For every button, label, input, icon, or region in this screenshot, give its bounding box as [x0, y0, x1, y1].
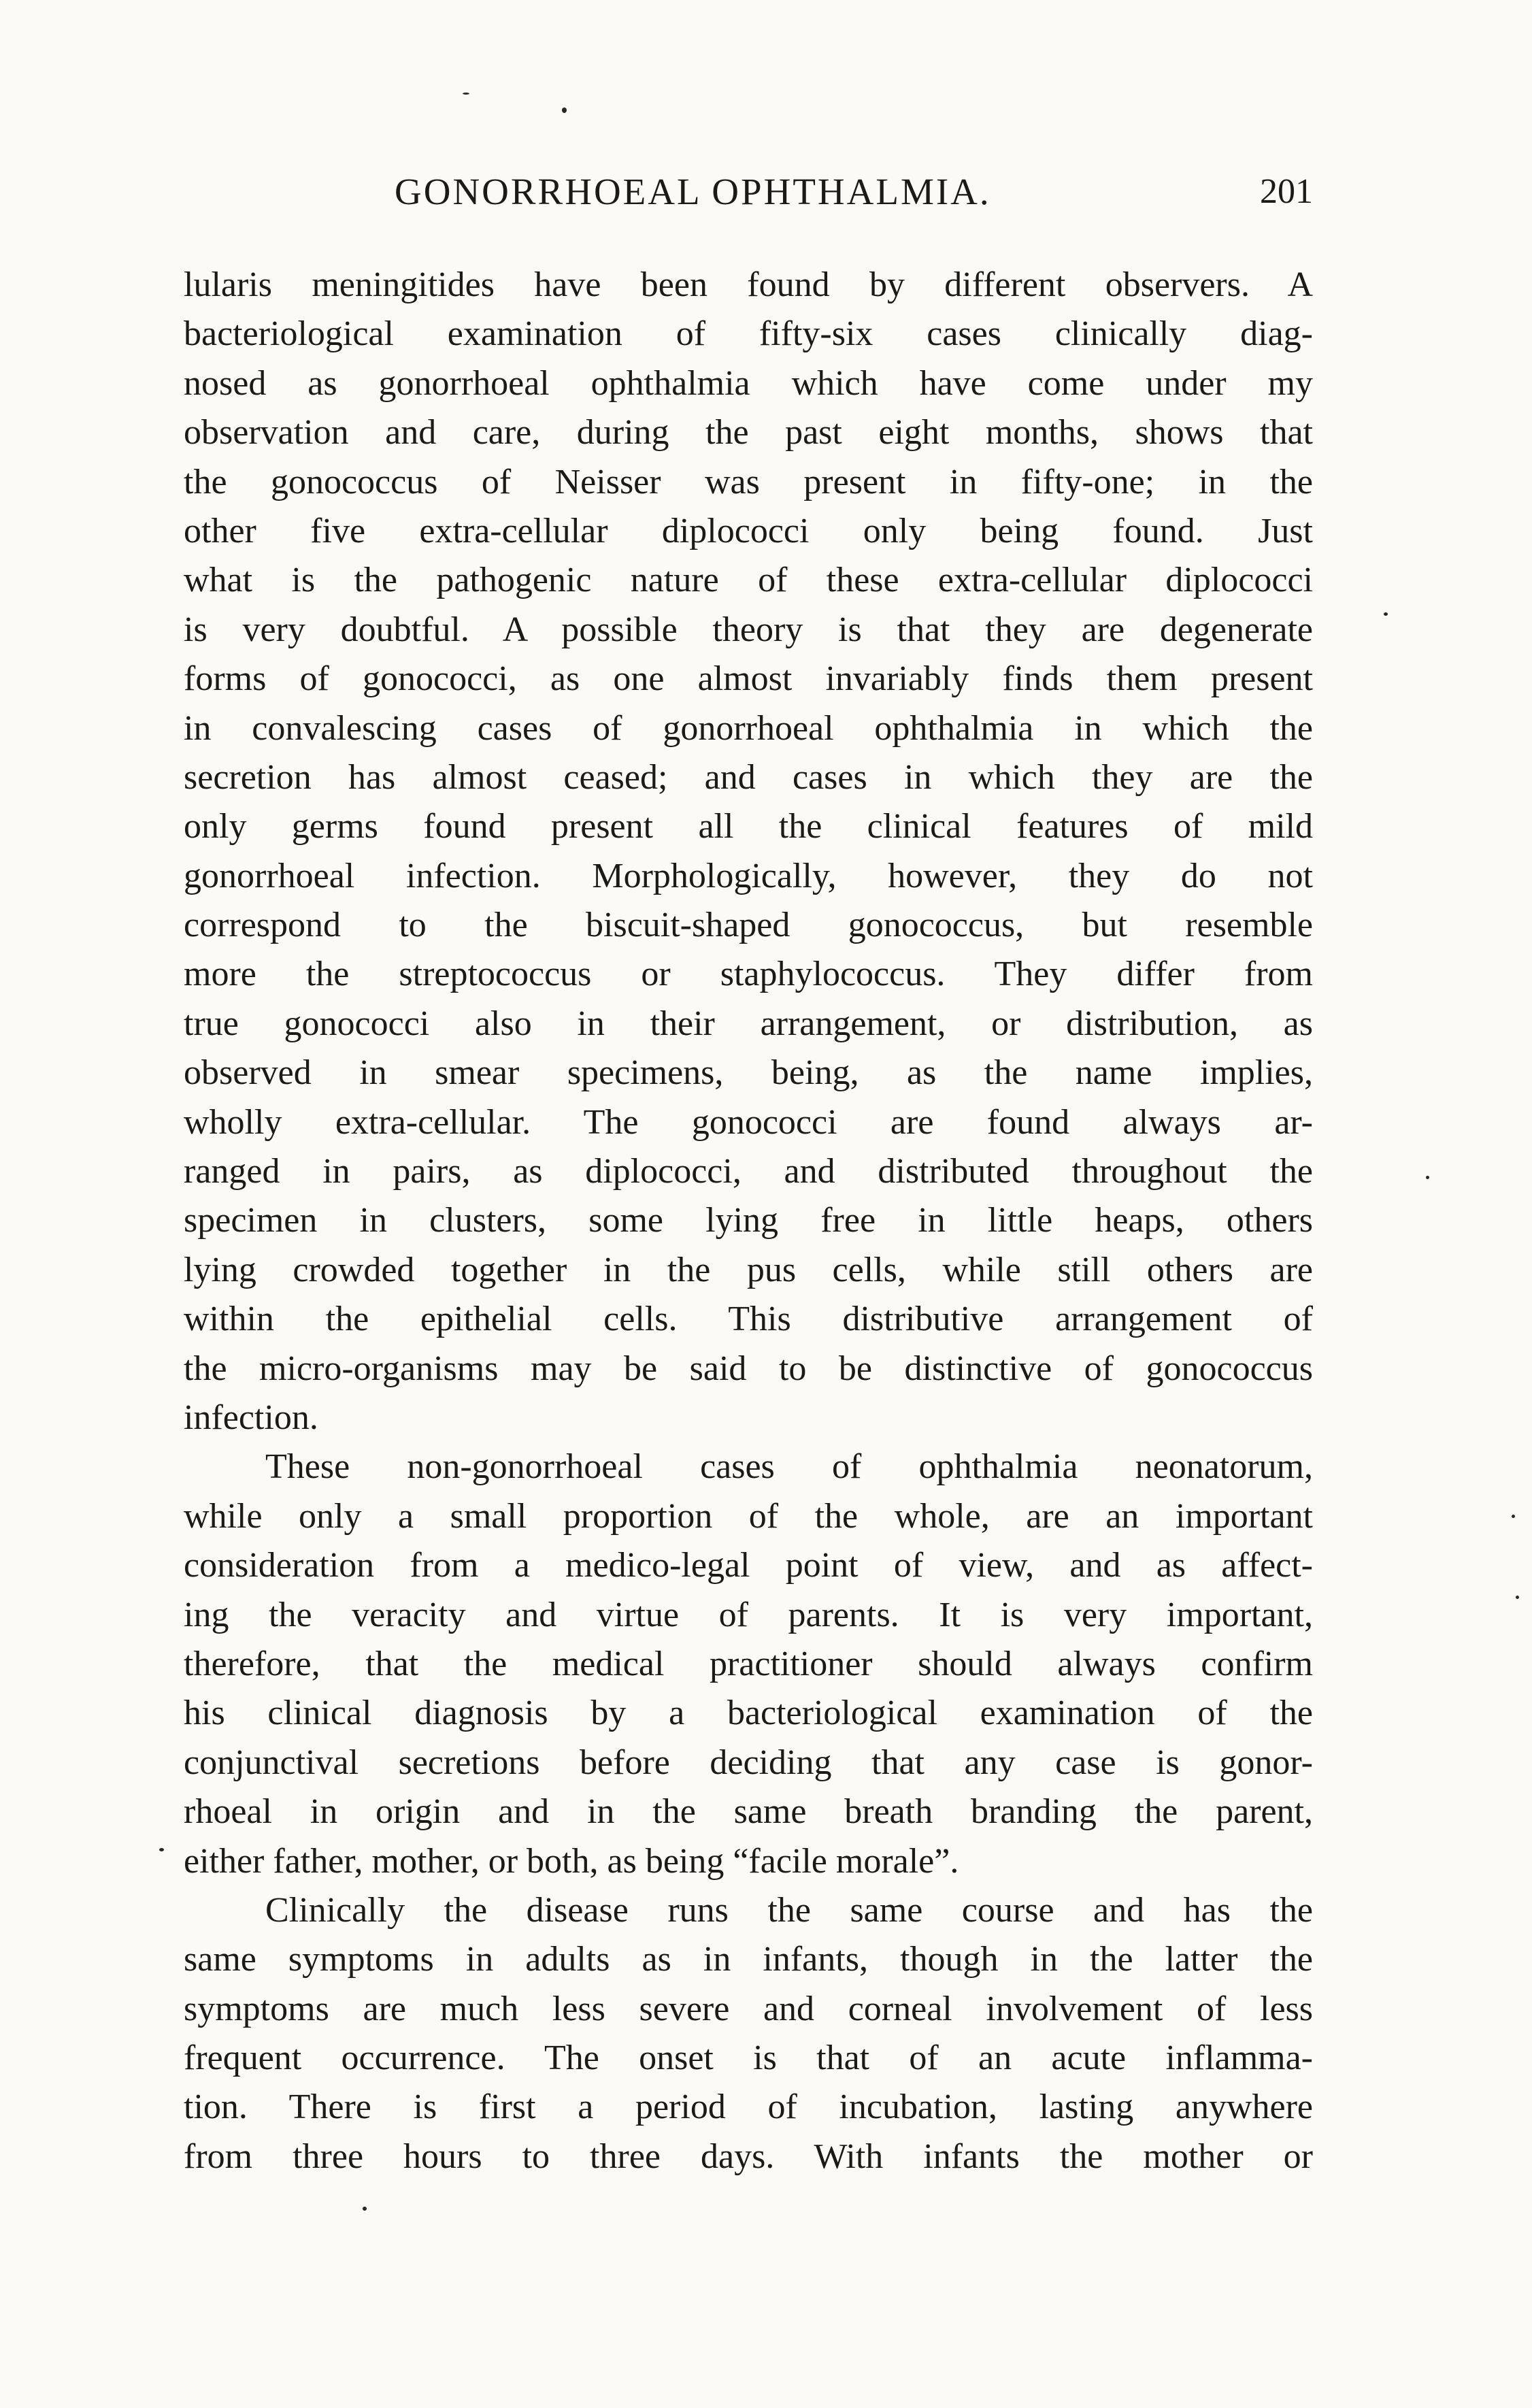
text-line: ing the veracity and virtue of parents. It is very important,	[184, 1595, 1313, 1634]
text-line: consideration from a medico-legal point of view, and as affect-	[184, 1546, 1313, 1585]
text-line: more the streptococcus or staphylococcus. They differ from	[184, 955, 1313, 994]
text-line: from three hours to three days. With infants the mother or	[184, 2137, 1313, 2176]
paragraph	[184, 1442, 1313, 1886]
paragraph	[184, 261, 1313, 1442]
text-line: symptoms are much less severe and corneal involvement of less	[184, 1989, 1313, 2028]
text-line: true gonococci also in their arrangement, or distribution, as	[184, 1004, 1313, 1043]
text-line: is very doubtful. A possible theory is that they are degenerate	[184, 610, 1313, 649]
scan-speck	[1512, 1515, 1515, 1518]
text-line: gonorrhoeal infection. Morphologically, however, they do not	[184, 856, 1313, 895]
scan-speck	[1426, 1176, 1429, 1179]
text-line: specimen in clusters, some lying free in little heaps, others	[184, 1201, 1313, 1240]
text-line: his clinical diagnosis by a bacteriological examination of the	[184, 1694, 1313, 1733]
text-line: in convalescing cases of gonorrhoeal ophthalmia in which the	[184, 708, 1313, 748]
text-line: what is the pathogenic nature of these extra-cellular diplococci	[184, 561, 1313, 600]
text-line: ranged in pairs, as diplococci, and distributed throughout the	[184, 1152, 1313, 1191]
scan-speck	[562, 108, 567, 113]
text-line: wholly extra-cellular. The gonococci are found always ar-	[184, 1102, 1313, 1142]
scan-speck	[363, 2207, 367, 2211]
text-line: same symptoms in adults as in infants, though in the latter the	[184, 1940, 1313, 1979]
text-line: infection.	[184, 1398, 318, 1437]
text-line: observed in smear specimens, being, as the name implies,	[184, 1053, 1313, 1093]
running-title: GONORRHOEAL OPHTHALMIA.	[395, 171, 991, 212]
scan-speck	[463, 93, 469, 95]
page-number: 201	[1260, 172, 1313, 211]
text-line: correspond to the biscuit-shaped gonococcus, but resemble	[184, 906, 1313, 945]
text-line: rhoeal in origin and in the same breath branding the parent,	[184, 1792, 1313, 1832]
text-line: secretion has almost ceased; and cases in which they are the	[184, 757, 1313, 797]
scan-speck	[1384, 612, 1388, 616]
text-line: nosed as gonorrhoeal ophthalmia which have come under my	[184, 363, 1313, 403]
text-line: either father, mother, or both, as being “facile morale”.	[184, 1841, 959, 1881]
text-line: while only a small proportion of the whole, are an important	[184, 1496, 1313, 1536]
text-line: lularis meningitides have been found by different observers. A	[184, 265, 1313, 304]
scan-speck	[159, 1848, 164, 1851]
text-line: frequent occurrence. The onset is that of an acute inflamma-	[184, 2039, 1313, 2078]
body-text	[184, 261, 1313, 2181]
text-line: the gonococcus of Neisser was present in fifty-one; in the	[184, 462, 1313, 501]
text-line: observation and care, during the past eight months, shows that	[184, 413, 1313, 452]
paragraph	[184, 1886, 1313, 2181]
text-line: the micro-organisms may be said to be distinctive of gonococcus	[184, 1349, 1313, 1388]
text-line: within the epithelial cells. This distributive arrangement of	[184, 1300, 1313, 1339]
text-line: These non-gonorrhoeal cases of ophthalmia neonatorum,	[265, 1447, 1313, 1487]
text-line: forms of gonococci, as one almost invariably finds them present	[184, 659, 1313, 699]
text-line: conjunctival secretions before deciding that any case is gonor-	[184, 1743, 1313, 1782]
text-line: therefore, that the medical practitioner should always confirm	[184, 1644, 1313, 1683]
text-line: lying crowded together in the pus cells, while still others are	[184, 1250, 1313, 1289]
scan-speck	[1516, 1596, 1519, 1599]
text-line: tion. There is first a period of incubation, lasting anywhere	[184, 2088, 1313, 2127]
text-line: Clinically the disease runs the same course and has the	[265, 1890, 1313, 1930]
text-line: other five extra-cellular diplococci only being found. Just	[184, 511, 1313, 550]
page-header	[184, 170, 1313, 218]
text-line: bacteriological examination of fifty-six cases clinically diag-	[184, 314, 1313, 354]
text-line: only germs found present all the clinical features of mild	[184, 807, 1313, 846]
